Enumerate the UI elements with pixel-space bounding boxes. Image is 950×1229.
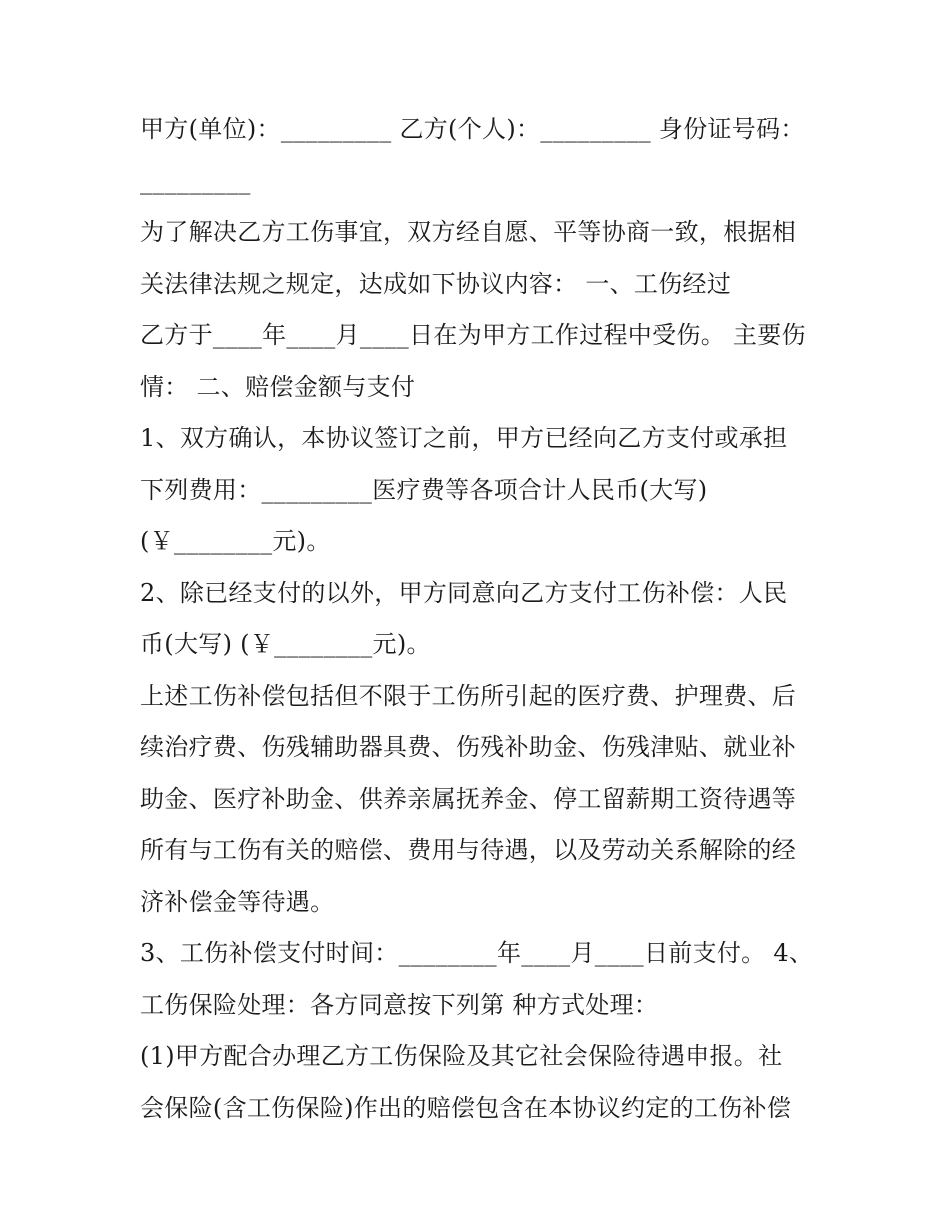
text-line: 上述工伤补偿包括但不限于工伤所引起的医疗费、护理费、后	[140, 681, 797, 710]
document-body	[140, 104, 820, 1134]
text-line: _________	[140, 166, 251, 195]
text-line: (￥________元)。	[140, 527, 331, 555]
text-line: 为了解决乙方工伤事宜，双方经自愿、平等协商一致，根据相	[140, 218, 797, 246]
text-line: 续治疗费、伤残辅助器具费、伤残补助金、伤残津贴、就业补	[140, 733, 797, 761]
text-line: 工伤保险处理：各方同意按下列第 种方式处理：	[140, 990, 659, 1019]
text-line: 币(大写) (￥________元)。	[140, 630, 431, 658]
text-line: 济补偿金等待遇。	[140, 887, 335, 916]
text-line: 下列费用：_________医疗费等各项合计人民币(大写)	[140, 475, 708, 504]
text-line: 乙方于____年____月____日在为甲方工作过程中受伤。 主要伤	[140, 321, 806, 349]
text-line: 会保险(含工伤保险)作出的赔偿包含在本协议约定的工伤补偿	[140, 1093, 792, 1122]
text-line: 关法律法规之规定，达成如下协议内容： 一、工伤经过	[140, 269, 732, 298]
text-line: 1、双方确认，本协议签订之前，甲方已经向乙方支付或承担	[140, 424, 788, 452]
text-line: 3、工伤补偿支付时间：________年____月____日前支付。 4、	[140, 939, 814, 967]
text-line: 所有与工伤有关的赔偿、费用与待遇，以及劳动关系解除的经	[140, 836, 797, 864]
text-line: (1)甲方配合办理乙方工伤保险及其它社会保险待遇申报。社	[140, 1042, 783, 1070]
text-line: 甲方(单位)：_________ 乙方(个人)：_________ 身份证号码：	[140, 115, 805, 143]
text-line: 情： 二、赔偿金额与支付	[140, 372, 416, 401]
text-line: 2、除已经支付的以外，甲方同意向乙方支付工伤补偿：人民	[140, 578, 788, 607]
text-line: 助金、医疗补助金、供养亲属抚养金、停工留薪期工资待遇等	[140, 784, 797, 813]
